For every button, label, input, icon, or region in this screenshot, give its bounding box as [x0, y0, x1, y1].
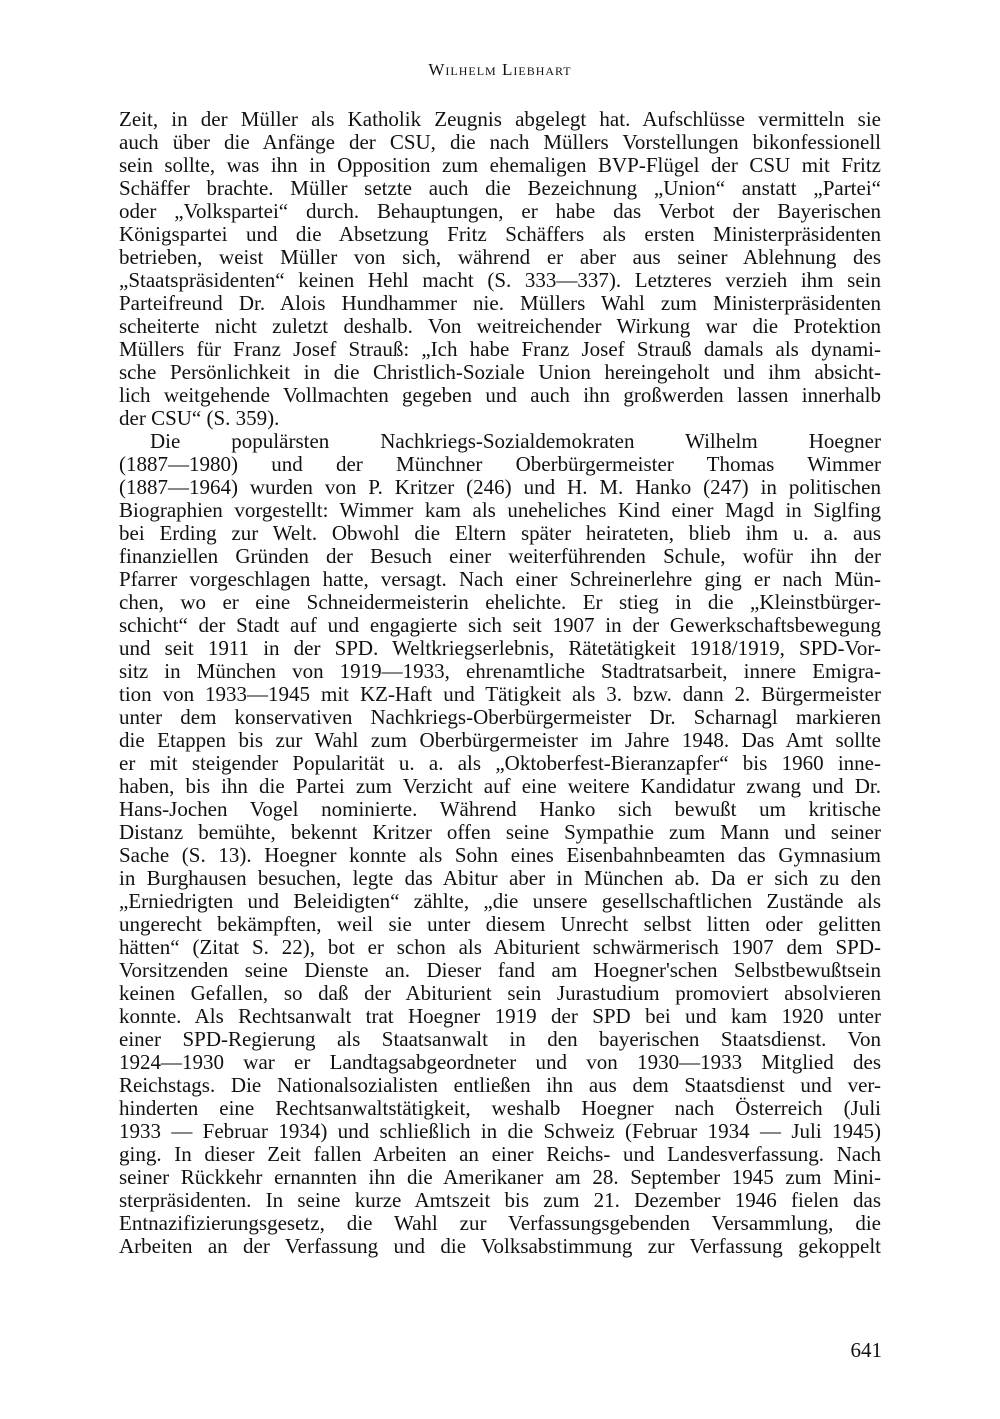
text-line: Pfarrer vorgeschlagen hatte, versagt. Nach einer Schreinerlehre ging er nach Mün-	[119, 567, 881, 591]
text-line: Königspartei und die Absetzung Fritz Schäffers als ersten Ministerpräsidenten	[119, 222, 881, 246]
text-line: Zeit, in der Müller als Katholik Zeugnis abgelegt hat. Aufschlüsse vermitteln sie	[119, 107, 881, 131]
text-line: Reichstags. Die Nationalsozialisten entließen ihn aus dem Staatsdienst und ver-	[119, 1073, 881, 1097]
text-line: er mit steigender Popularität u. a. als „Oktoberfest-Bieranzapfer“ bis 1960 inne-	[119, 751, 881, 775]
text-line: schicht“ der Stadt auf und engagierte sich seit 1907 in der Gewerkschaftsbewegung	[119, 613, 881, 637]
text-line: haben, bis ihn die Partei zum Verzicht auf eine weitere Kandidatur zwang und Dr.	[119, 774, 881, 798]
text-line: unter dem konservativen Nachkriegs-Oberbürgermeister Dr. Scharnagl markieren	[119, 705, 881, 729]
text-line: Die populärsten Nachkriegs-Sozialdemokraten Wilhelm Hoegner	[150, 429, 881, 453]
text-line: konnte. Als Rechtsanwalt trat Hoegner 1919 der SPD bei und kam 1920 unter	[119, 1004, 881, 1028]
text-line: und seit 1911 in der SPD. Weltkriegserlebnis, Rätetätigkeit 1918/1919, SPD-Vor-	[119, 636, 881, 660]
text-line: in Burghausen besuchen, legte das Abitur aber in München ab. Da er sich zu den	[119, 866, 881, 890]
text-line: seiner Rückkehr ernannten ihn die Amerikaner am 28. September 1945 zum Mini-	[119, 1165, 881, 1189]
text-line: hinderten eine Rechtsanwaltstätigkeit, weshalb Hoegner nach Österreich (Juli	[119, 1096, 881, 1120]
text-line: (1887—1964) wurden von P. Kritzer (246) und H. M. Hanko (247) in politischen	[119, 475, 881, 499]
text-line: betrieben, weist Müller von sich, während er aber aus seiner Ablehnung des	[119, 245, 881, 269]
text-line: lich weitgehende Vollmachten gegeben und auch ihn großwerden lassen innerhalb	[119, 383, 881, 407]
text-line: ungerecht bekämpften, weil sie unter diesem Unrecht selbst litten oder gelitten	[119, 912, 881, 936]
running-head: Wilhelm Liebhart	[428, 60, 572, 79]
text-line: Schäffer brachte. Müller setzte auch die Bezeichnung „Union“ anstatt „Partei“	[119, 176, 881, 200]
text-line: Müllers für Franz Josef Strauß: „Ich habe Franz Josef Strauß damals als dynami-	[119, 337, 881, 361]
text-line: oder „Volkspartei“ durch. Behauptungen, er habe das Verbot der Bayerischen	[119, 199, 881, 223]
text-line: tion von 1933—1945 mit KZ-Haft und Tätigkeit als 3. bzw. dann 2. Bürgermeister	[119, 682, 881, 706]
text-line: 1933 — Februar 1934) und schließlich in die Schweiz (Februar 1934 — Juli 1945)	[119, 1119, 881, 1143]
body-text	[119, 108, 881, 1258]
text-line: Distanz bemühte, bekennt Kritzer offen seine Sympathie zum Mann und seiner	[119, 820, 881, 844]
text-line: hätten“ (Zitat S. 22), bot er schon als Abiturient schwärmerisch 1907 dem SPD-	[119, 935, 881, 959]
text-line: Vorsitzenden seine Dienste an. Dieser fand am Hoegner'schen Selbstbewußtsein	[119, 958, 881, 982]
text-line: Sache (S. 13). Hoegner konnte als Sohn eines Eisenbahnbeamten das Gymnasium	[119, 843, 881, 867]
page-number: 641	[850, 1338, 882, 1362]
text-line: bei Erding zur Welt. Obwohl die Eltern später heirateten, blieb ihm u. a. aus	[119, 521, 881, 545]
text-line: keinen Gefallen, so daß der Abiturient sein Jurastudium promoviert absolvieren	[119, 981, 881, 1005]
text-line: „Staatspräsidenten“ keinen Hehl macht (S. 333—337). Letzteres verzieh ihm sein	[119, 268, 881, 292]
text-line: 1924—1930 war er Landtagsabgeordneter und von 1930—1933 Mitglied des	[119, 1050, 881, 1074]
text-line: sein sollte, was ihn in Opposition zum ehemaligen BVP-Flügel der CSU mit Fritz	[119, 153, 881, 177]
text-line: „Erniedrigten und Beleidigten“ zählte, „die unsere gesellschaftlichen Zustände als	[119, 889, 881, 913]
text-line: scheiterte nicht zuletzt deshalb. Von weitreichender Wirkung war die Protektion	[119, 314, 881, 338]
text-line: Entnazifizierungsgesetz, die Wahl zur Verfassungsgebenden Versammlung, die	[119, 1211, 881, 1235]
text-line: Arbeiten an der Verfassung und die Volksabstimmung zur Verfassung gekoppelt	[119, 1234, 881, 1258]
text-line: chen, wo er eine Schneidermeisterin ehelichte. Er stieg in die „Kleinstbürger-	[119, 590, 881, 614]
text-line: einer SPD-Regierung als Staatsanwalt in den bayerischen Staatsdienst. Von	[119, 1027, 881, 1051]
text-line: auch über die Anfänge der CSU, die nach Müllers Vorstellungen bikonfessionell	[119, 130, 881, 154]
text-line: der CSU“ (S. 359).	[119, 406, 280, 430]
text-line: sitz in München von 1919—1933, ehrenamtliche Stadtratsarbeit, innere Emigra-	[119, 659, 881, 683]
text-line: Parteifreund Dr. Alois Hundhammer nie. Müllers Wahl zum Ministerpräsidenten	[119, 291, 881, 315]
text-line: sterpräsidenten. In seine kurze Amtszeit bis zum 21. Dezember 1946 fielen das	[119, 1188, 881, 1212]
text-line: Biographien vorgestellt: Wimmer kam als uneheliches Kind einer Magd in Siglfing	[119, 498, 881, 522]
text-line: ging. In dieser Zeit fallen Arbeiten an einer Reichs- und Landesverfassung. Nach	[119, 1142, 881, 1166]
text-line: finanziellen Gründen der Besuch einer weiterführenden Schule, wofür ihn der	[119, 544, 881, 568]
text-line: die Etappen bis zur Wahl zum Oberbürgermeister im Jahre 1948. Das Amt sollte	[119, 728, 881, 752]
text-line: sche Persönlichkeit in die Christlich-Soziale Union hereingeholt und ihm absicht-	[119, 360, 881, 384]
text-line: (1887—1980) und der Münchner Oberbürgermeister Thomas Wimmer	[119, 452, 881, 476]
text-line: Hans-Jochen Vogel nominierte. Während Hanko sich bewußt um kritische	[119, 797, 881, 821]
